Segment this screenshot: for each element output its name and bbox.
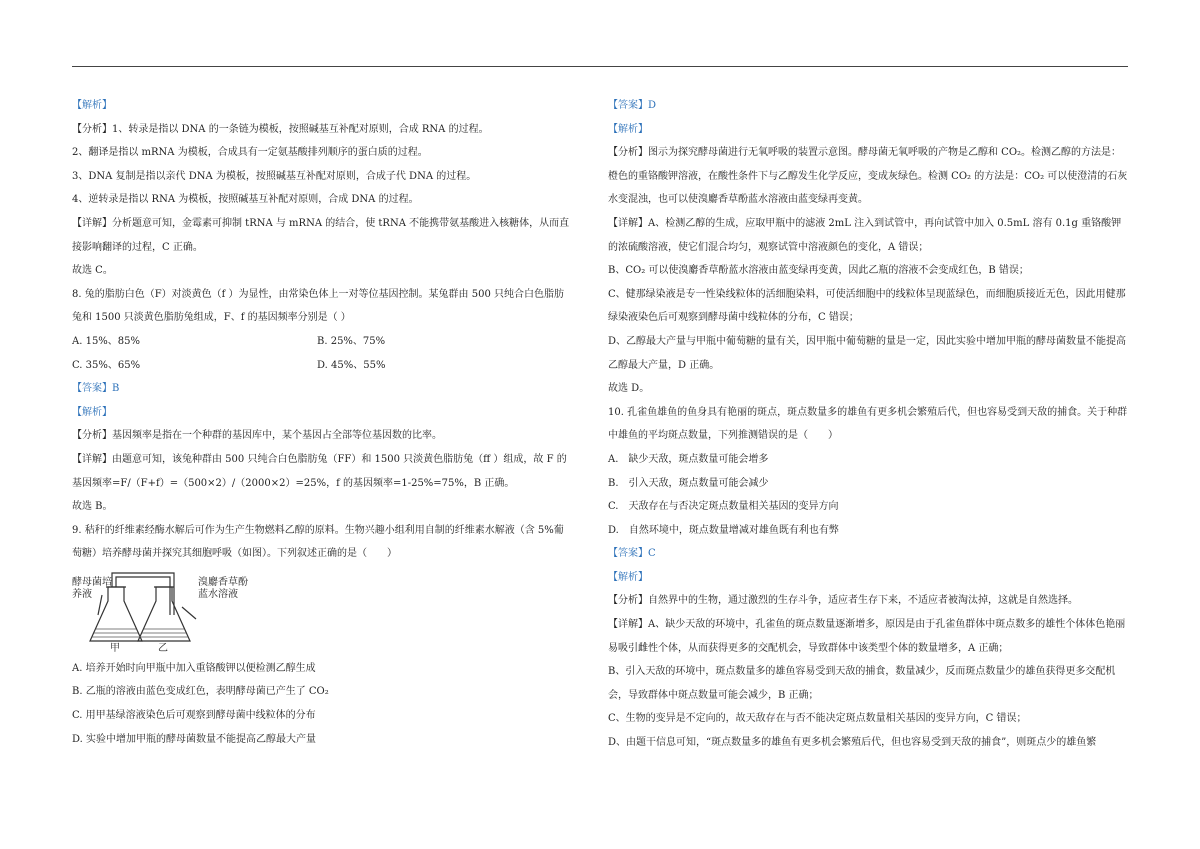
option-b: B. 25%、75% [317, 335, 386, 347]
answer-label: 【答案】D [608, 100, 657, 111]
option-b: B. 乙瓶的溶液由蓝色变成红色，表明酵母菌已产生了 CO₂ [72, 686, 329, 698]
option-d: D. 实验中增加甲瓶的酵母菌数量不能提高乙醇最大产量 [72, 733, 317, 745]
analysis-text: 【分析】基因频率是指在一个种群的基因库中，某个基因占全部等位基因数的比率。 [72, 430, 442, 442]
answer-label: 【答案】C [608, 548, 656, 560]
analysis-text: 4、逆转录是指以 RNA 为模板，按照碱基互补配对原则，合成 DNA 的过程。 [72, 194, 419, 206]
left-column [72, 94, 572, 751]
analysis-text: 【分析】1、转录是指以 DNA 的一条链为模板，按照碱基互补配对原则，合成 RNA 的过程。 [72, 123, 489, 135]
analysis-text: 2、翻译是指以 mRNA 为模板，合成具有一定氨基酸排列顺序的蛋白质的过程。 [72, 147, 428, 159]
flask-apparatus-figure [72, 567, 572, 655]
option-d: D. 自然环境中，斑点数量增减对雄鱼既有利也有弊 [608, 524, 839, 536]
detail-text: C、健那绿染液是专一性染线粒体的活细胞染料，可使活细胞中的线粒体呈现蓝绿色，而细胞质接近无色，因此用健那绿染液染色后可观察到酵母菌中线粒体的分布，C 错误； [608, 288, 1126, 324]
conclusion-text: 故选 B。 [72, 501, 113, 513]
analysis-text: 【分析】图示为探究酵母菌进行无氧呼吸的装置示意图。酵母菌无氧呼吸的产物是乙醇和 CO₂。检测乙醇的方法是：橙色的重铬酸钾溶液，在酸性条件下与乙醇发生化学反应，变成灰绿色。检测 CO₂ 的方法是：CO₂ 可以使澄清的石灰水变混浊，也可以使溴麝香草酚蓝水溶液由蓝变绿再变黄。 [608, 147, 1128, 206]
option-b: B. 引入天敌，斑点数量可能会减少 [608, 477, 769, 489]
question-8-options-row [72, 330, 572, 354]
option-a: A. 15%、85% [72, 335, 141, 347]
question-9: 9. 秸秆的纤维素经酶水解后可作为生产生物燃料乙醇的原料。生物兴趣小组利用自制的纤维素水解液（含 5%葡萄糖）培养酵母菌并探究其细胞呼吸（如图）。下列叙述正确的是（ ） [72, 524, 564, 560]
question-8: 8. 兔的脂肪白色（F）对淡黄色（f ）为显性，由常染色体上一对等位基因控制。某兔群由 500 只纯合白色脂肪兔和 1500 只淡黄色脂肪兔组成，F、f 的基因频率分别是（ ） [72, 288, 564, 324]
header-rule [72, 66, 1128, 67]
option-a: A. 培养开始时向甲瓶中加入重铬酸钾以便检测乙醇生成 [72, 662, 316, 674]
option-c: C. 天敌存在与否决定斑点数量相关基因的变异方向 [608, 501, 839, 513]
answer-label: 【答案】B [72, 383, 120, 395]
detail-text: 【详解】由题意可知，该兔种群由 500 只纯合白色脂肪兔（FF）和 1500 只淡黄色脂肪兔（ff ）组成，故 F 的基因频率=F/（F+f）=（500×2）/（2000×2）=25%，f 的基因频率=1-25%=75%，B 正确。 [72, 453, 567, 489]
flask-yi-label: 乙 [158, 642, 168, 654]
analysis-heading: 【解析】 [72, 100, 112, 111]
conclusion-text: 故选 D。 [608, 383, 650, 395]
detail-text: D、乙醇最大产量与甲瓶中葡萄糖的量有关，因甲瓶中葡萄糖的量是一定，因此实验中增加甲瓶的酵母菌数量不能提高乙醇最大产量，D 正确。 [608, 335, 1127, 371]
detail-text: B、引入天敌的环境中，斑点数量多的雄鱼容易受到天敌的捕食，数量减少，反而斑点数量少的雄鱼获得更多交配机会，导致群体中斑点数量可能会减少，B 正确； [608, 666, 1116, 701]
analysis-heading: 【解析】 [608, 123, 648, 135]
bromothymol-blue-label: 溴麝香草酚蓝水溶液 [198, 576, 248, 600]
question-10: 10. 孔雀鱼雄鱼的鱼身具有艳丽的斑点，斑点数量多的雄鱼有更多机会繁殖后代，但也容易受到天敌的捕食。关于种群中雄鱼的平均斑点数量，下列推测错误的是（ ） [608, 406, 1128, 442]
detail-text: 【详解】A、检测乙醇的生成，应取甲瓶中的滤液 2mL 注入到试管中，再向试管中加入 0.5mL 溶有 0.1g 重铬酸钾的浓硫酸溶液，使它们混合均匀，观察试管中溶液颜色的变化，A 错误； [608, 217, 1122, 253]
option-c: C. 用甲基绿溶液染色后可观察到酵母菌中线粒体的分布 [72, 710, 316, 722]
detail-text: 【详解】A、缺少天敌的环境中，孔雀鱼的斑点数量逐渐增多，原因是由于孔雀鱼群体中斑点数多的雄性个体体色艳丽易吸引雌性个体，从而获得更多的交配机会，导致群体中该类型个体的数量增多，A 正确； [608, 619, 1126, 654]
right-column [608, 94, 1130, 755]
analysis-text: 【分析】自然界中的生物，通过激烈的生存斗争，适应者生存下来，不适应者被淘汰掉，这就是自然选择。 [608, 595, 1078, 607]
option-c: C. 35%、65% [72, 359, 141, 371]
detail-text: C、生物的变异是不定向的，故天敌存在与否不能决定斑点数量相关基因的变异方向，C 错误； [608, 713, 1027, 725]
option-a: A. 缺少天敌，斑点数量可能会增多 [608, 453, 769, 465]
detail-text: B、CO₂ 可以使溴麝香草酚蓝水溶液由蓝变绿再变黄，因此乙瓶的溶液不会变成红色，B 错误； [608, 265, 1029, 277]
conclusion-text: 故选 C。 [72, 265, 113, 277]
culture-fluid-label: 酵母菌培养液 [72, 576, 112, 600]
detail-text: 【详解】分析题意可知，金霉素可抑制 tRNA 与 mRNA 的结合，使 tRNA 不能携带氨基酸进入核糖体，从而直接影响翻译的过程，C 正确。 [72, 217, 570, 253]
option-d: D. 45%、55% [317, 359, 386, 371]
question-8-options-row [72, 354, 572, 378]
detail-text: D、由题干信息可知，“斑点数量多的雄鱼有更多机会繁殖后代，但也容易受到天敌的捕食”，则斑点少的雄鱼繁 [608, 737, 1097, 749]
flask-jia-label: 甲 [110, 642, 120, 654]
analysis-heading: 【解析】 [72, 406, 112, 418]
analysis-heading: 【解析】 [608, 571, 648, 583]
analysis-text: 3、DNA 复制是指以亲代 DNA 为模板，按照碱基互补配对原则，合成子代 DNA 的过程。 [72, 170, 477, 182]
